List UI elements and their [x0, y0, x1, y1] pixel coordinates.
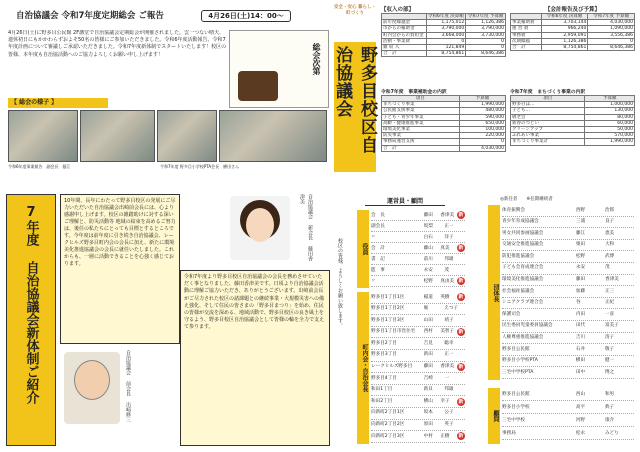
list-cell: 邦雄 — [444, 256, 454, 262]
officers-side: 役員 — [357, 210, 369, 288]
list-cell: 公子 — [444, 410, 454, 416]
table-cell: 市からの補助金 — [382, 26, 427, 32]
list-cell: 松野 — [423, 278, 433, 284]
list-cell: 吉崎 — [423, 375, 433, 381]
list-cell: 野多目4丁目 — [371, 375, 397, 381]
list-item — [371, 373, 465, 385]
list-item — [502, 263, 634, 275]
list-cell: 新貝 — [423, 387, 433, 393]
list-item — [502, 251, 634, 263]
table-cell: 590,000 — [459, 114, 505, 120]
list-cell: 西村 — [423, 329, 433, 335]
report-header — [6, 6, 296, 26]
list-cell: 加藤 — [575, 288, 586, 294]
list-cell: 大和 — [604, 242, 615, 248]
table-cell: 運 営 費 — [511, 26, 542, 32]
list-cell: 邦雄 — [444, 387, 454, 393]
new-badge: 新 — [458, 278, 464, 284]
plan1-table — [381, 95, 506, 152]
list-cell: 向新町2丁目1区 — [371, 410, 405, 416]
expense-table — [510, 13, 635, 51]
new-system-title: 7年度 自治協議会新体制ご紹介 — [23, 205, 39, 404]
table-cell: 0 — [426, 38, 466, 44]
list-item — [502, 367, 634, 379]
list-item — [502, 356, 634, 368]
table-cell: 0 — [466, 38, 506, 44]
list-cell: 康介 — [604, 417, 615, 423]
table-cell: 1,990,000 — [459, 102, 505, 108]
plan2-section — [510, 88, 635, 146]
table-cell: 野多目ほ… — [511, 102, 585, 108]
list-cell: 西山 — [575, 391, 586, 397]
list-cell: 〃 — [371, 278, 376, 284]
table-cell: 防災事業 — [382, 133, 460, 139]
list-cell: 三浦 — [575, 219, 586, 225]
list-cell: 原田 — [423, 422, 433, 428]
table-cell: 1,126,386 — [466, 20, 506, 26]
table-cell: 町内会からの負担金 — [382, 32, 427, 38]
table-cell: 50,000 — [585, 127, 635, 133]
greeting-mid: 校区の皆様、よろしくお願い致します。 — [337, 238, 343, 328]
meeting-photo-4 — [219, 110, 327, 162]
list-cell: 正樹 — [440, 433, 450, 439]
list-cell: 治郎 — [604, 207, 615, 213]
list-cell: 中村 — [423, 433, 433, 439]
table-cell: まちづくり事業計 — [511, 139, 585, 145]
list-cell: 男女共同参画協議会 — [502, 230, 544, 236]
table-header: 項目 — [511, 96, 585, 102]
list-item — [371, 396, 465, 408]
table-cell: 966,240 — [541, 26, 588, 32]
new-badge: 新 — [458, 433, 464, 440]
list-cell: 堀 — [423, 306, 429, 312]
list-item — [371, 408, 465, 420]
list-cell: 会 計 — [371, 245, 385, 251]
list-item — [502, 286, 634, 298]
new-badge: 新 — [458, 294, 464, 301]
list-cell: 防犯推進協議会 — [502, 253, 535, 259]
groups-header: ◎新任者 ※任期継続者 — [500, 197, 553, 202]
list-cell: 向新町2丁目3区 — [371, 433, 405, 439]
table-cell: 活動・事業費 — [382, 38, 427, 44]
list-item — [502, 240, 634, 252]
meeting-photo-1 — [8, 110, 78, 162]
agenda-label: 総会次第 — [312, 43, 321, 75]
table-cell: 事務費 — [511, 32, 542, 38]
greeting-bottom: 令和7年度より野多目校区自治協議会の会長を務めさせていただく事となりました、藤田香津美です。日頃より自治協議会活動に理解ご協力いただき、ありがとうございます。出崎前会長がご尽力された校区の諸課題との継続事業・大規模災害への備え強化、そして住民の皆さまの「野多目まつり」を始め、住民の皆様が交流を深める、地域活動で、野多目校区の良き風土を守るよう、野多目校区自治協議会として皆様の輪を全力で支えて参ります。 — [180, 270, 330, 446]
table-cell: 雑 収 入 — [382, 45, 427, 51]
list-cell: 栗田 — [575, 242, 586, 248]
table-cell: 3,703,144 — [541, 20, 588, 26]
list-cell: 会 長 — [371, 212, 385, 218]
list-cell: 人権尊重推進協議会 — [502, 335, 544, 341]
table-header: 令和6年度 決算額 — [541, 14, 588, 20]
list-item — [371, 350, 465, 362]
list-item — [371, 210, 465, 221]
plan1-section — [381, 88, 506, 152]
officers-list — [371, 210, 465, 287]
table-cell: 事務局運営支援 — [382, 139, 460, 145]
table-cell: 8,646,386 — [466, 51, 506, 57]
list-cell: 坂本 — [423, 410, 433, 416]
list-cell: 吉川 — [575, 335, 586, 341]
table-cell: 1,175,012 — [426, 20, 466, 26]
list-cell: 正一 — [444, 223, 454, 229]
face-icon — [74, 360, 110, 400]
list-cell: 恵美 — [604, 230, 615, 236]
summary-label: 【 総会の様子 】 — [8, 98, 108, 108]
list-cell: 野多目1丁目2区 — [371, 306, 405, 312]
list-cell: 永安 — [575, 265, 586, 271]
list-cell: 聡幸 — [444, 340, 454, 346]
list-item — [371, 420, 465, 432]
list-cell: 藤田 — [423, 212, 433, 218]
list-cell: 坂梨 — [423, 223, 433, 229]
list-cell: 副会長 — [371, 223, 385, 229]
table-cell: 121,849 — [426, 45, 466, 51]
list-cell: 靖子 — [444, 317, 454, 323]
table-cell: 3,730,000 — [466, 32, 506, 38]
new-badge: 新 — [458, 363, 464, 370]
table-header: 予算額 — [585, 96, 635, 102]
header-title: 自治協議会 令和7年度定期総会 ご報告 — [16, 11, 164, 21]
list-cell: 環境美化推進協議会 — [502, 277, 544, 283]
table-cell: 合 計 — [382, 145, 460, 151]
list-item — [371, 431, 465, 443]
table-cell: 子ども・青少年事業 — [382, 114, 460, 120]
table-row — [382, 20, 506, 26]
list-cell: 西野 — [575, 207, 586, 213]
list-cell: 茂 — [444, 267, 449, 273]
list-cell: 体育振興会 — [502, 207, 525, 213]
list-cell: 敬子 — [604, 346, 615, 352]
list-cell: 河野 — [575, 417, 586, 423]
meeting-photo-2 — [80, 110, 155, 162]
table-cell: 480,000 — [459, 108, 505, 114]
plan1-title: 令和7年度 事業補助金の内訳 — [381, 90, 447, 95]
list-cell: 子ども会育成連合会 — [502, 265, 544, 271]
list-cell: 野多目1丁目市営住宅 — [371, 329, 416, 335]
new-badge: 新 — [458, 245, 464, 251]
table-cell: 1,090,000 — [588, 26, 635, 32]
list-cell: 清子 — [604, 335, 615, 341]
table-cell: 100,000 — [459, 127, 505, 133]
list-cell: 一 — [444, 375, 449, 381]
list-cell: 真由美 — [440, 278, 455, 284]
list-cell: 富美子 — [604, 323, 619, 329]
former-chair-caption: 自治協議会 前会長 出崎修三 — [125, 350, 131, 422]
agenda-photo — [229, 30, 329, 108]
portrait-face-icon — [246, 208, 274, 242]
list-cell: 正一 — [444, 352, 454, 358]
list-item — [371, 265, 465, 276]
list-cell: 書 記 — [371, 256, 385, 262]
new-badge: 新 — [458, 329, 464, 336]
list-cell: 香津美 — [440, 364, 455, 370]
intro-paragraph: 4月26日(土)に野多目公民館 2F講堂で自治協議会定期総会が開催されました。雲一つない晴天、連休初日にもかかわらずおよそ50名の皆様にご参加いただきました。令和6年度活動報告、令和7年度計画について審議しご承認いただきました。令和7年度新体制でスタートいたします！校区の皆様、本年度も自治協活動へのご協力よろしくお願い申し上げます！ — [8, 30, 227, 58]
list-cell: 新田 — [423, 352, 433, 358]
list-cell: 和男 — [604, 391, 615, 397]
list-item — [371, 385, 465, 397]
table-header: 令和6年度 決算額 — [427, 14, 464, 19]
list-item — [502, 427, 634, 440]
table-row — [511, 20, 635, 26]
list-cell: 幸子 — [440, 398, 450, 404]
table-cell: クリーンアップ — [511, 127, 585, 133]
table-cell: 3,790,000 — [426, 26, 466, 32]
list-item — [371, 315, 465, 327]
list-cell: 美智子 — [440, 329, 455, 335]
list-cell: 社会福祉協議会 — [502, 288, 535, 294]
list-item — [371, 276, 465, 287]
table-cell: 4,030,000 — [459, 145, 505, 151]
new-badge: 新 — [458, 398, 464, 405]
income-table — [381, 13, 506, 57]
list-cell: 三宅中学校PTA — [502, 369, 534, 375]
list-item — [371, 327, 465, 339]
table-cell: 合 計 — [382, 51, 427, 57]
list-cell: 〃 — [371, 234, 376, 240]
list-item — [371, 338, 465, 350]
list-item — [371, 362, 465, 374]
list-item — [371, 232, 465, 243]
list-cell: 英子 — [444, 422, 454, 428]
gavel-icon — [238, 71, 278, 101]
table-cell: 高齢・健康推進事業 — [382, 120, 460, 126]
list-cell: 正紀 — [604, 300, 615, 306]
list-cell: 前川 — [423, 256, 433, 262]
list-item — [502, 217, 634, 229]
list-cell: えつ子 — [444, 306, 459, 312]
table-cell: 8,646,386 — [588, 45, 635, 51]
list-cell: 稲道 — [423, 294, 433, 300]
photo-caption-left: 令和6年度事業報告 副会長 藤江 — [8, 164, 71, 169]
list-cell: 洋子 — [444, 234, 454, 240]
list-cell: 青少年育成協議会 — [502, 219, 539, 225]
expense-title: 【会計報告及び予算】 — [544, 7, 600, 13]
table-cell: 4,030,000 — [588, 20, 635, 26]
table-cell: 次期繰越 — [511, 38, 542, 44]
income-section — [381, 5, 506, 57]
table-cell: 敬老会 — [511, 114, 585, 120]
list-item — [371, 304, 465, 316]
list-item — [502, 298, 634, 310]
table-cell: ふれあい事業 — [511, 133, 585, 139]
list-item — [371, 254, 465, 265]
list-cell: 博之 — [604, 369, 615, 375]
list-item — [502, 344, 634, 356]
table-row — [382, 145, 506, 151]
list-cell: 横山 — [423, 398, 433, 404]
list-item — [502, 321, 634, 333]
list-cell: 香津美 — [440, 212, 455, 218]
table-cell: 3,790,000 — [466, 26, 506, 32]
advisors-list — [502, 388, 634, 440]
plan2-title: 令和7年度 まちづくり事業の内訳 — [510, 90, 586, 95]
table-cell: 新春のつどい — [511, 120, 585, 126]
list-cell: レークヒルズ野多目 — [371, 364, 413, 370]
meeting-photo-3 — [157, 110, 217, 162]
list-cell: 良子 — [604, 219, 615, 225]
table-header: 令和7年度 予算額 — [467, 14, 504, 19]
table-cell: まちづくり事業 — [382, 102, 460, 108]
list-cell: 白石 — [423, 234, 433, 240]
greeting-top: 10年間、長年にわたって野多目校区の発展にご尽力いただいた自治協議会出崎前会長には、心より感謝申し上げます。校区の雑踏助けに対する深いご理解と、防災活動等 地域の結束を高めるご努力は、後任の私たちにとっても目標とするところです。今年度は前年度に引き続き自治協議会、レークヒルズ野多目町内会の会長に加え、新たに環境美化推進協議会の会長に就任いたしました。これからも、一層に活動できることを心強く感じております。 — [60, 194, 180, 344]
list-cell: 三宅中学校 — [502, 417, 525, 423]
list-item — [371, 243, 465, 254]
list-item — [502, 333, 634, 345]
table-row — [511, 45, 635, 51]
groups-side: 団体長 — [488, 205, 500, 380]
list-cell: 吉見 — [423, 340, 433, 346]
list-cell: 向新町2丁目2区 — [371, 422, 405, 428]
list-item — [371, 292, 465, 304]
list-cell: 野多目公民館 — [502, 346, 530, 352]
list-item — [502, 401, 634, 414]
list-cell: 保護司会 — [502, 311, 521, 317]
list-cell: 野多目3丁目 — [371, 352, 397, 358]
date-pill: 4月26日(土)14：00～ — [201, 10, 291, 22]
list-cell: 松永 — [575, 430, 586, 436]
table-cell: 子ども… — [511, 108, 585, 114]
new-chair-portrait — [230, 196, 290, 260]
table-cell: 220,000 — [459, 133, 505, 139]
list-item — [502, 228, 634, 240]
groups-list — [502, 205, 634, 379]
table-cell: 80,000 — [585, 114, 635, 120]
list-cell: 茂 — [604, 265, 610, 271]
table-cell: 8,754,861 — [541, 45, 588, 51]
table-cell: 3,668,000 — [426, 32, 466, 38]
list-cell: 横田 — [575, 358, 586, 364]
income-title: 【収入の部】 — [381, 7, 415, 13]
list-cell: 藤山 — [423, 245, 433, 251]
list-item — [502, 388, 634, 401]
list-cell: 野多目小学校PTA — [502, 358, 538, 364]
list-cell: 民生委員児童委員協議会 — [502, 323, 553, 329]
list-cell: 野多目小学校 — [502, 404, 530, 410]
table-cell: 8,754,861 — [426, 51, 466, 57]
list-cell: 野多目2丁目 — [371, 340, 397, 346]
table-cell: 1,990,000 — [585, 139, 635, 145]
list-cell: シニアクラブ連合会 — [502, 300, 544, 306]
table-cell: 1,000,000 — [585, 102, 635, 108]
list-cell: 武博 — [604, 253, 615, 259]
list-item — [371, 221, 465, 232]
table-row — [382, 26, 506, 32]
list-cell: 和田1丁目 — [371, 387, 393, 393]
table-cell: 650,000 — [459, 120, 505, 126]
masthead: 野多目校区自治協議会 — [334, 42, 376, 172]
table-cell: 3,556,386 — [588, 32, 635, 38]
chairs-list — [371, 292, 465, 443]
list-cell: 谷 — [575, 300, 581, 306]
list-cell: 交通安全推進協議会 — [502, 242, 544, 248]
list-cell: 田代 — [575, 323, 586, 329]
advisors-side: 顧問 — [488, 388, 500, 444]
list-cell: 真美 — [440, 245, 450, 251]
officers-title: 運営員・顧問 — [365, 196, 445, 206]
list-cell: みどり — [604, 430, 619, 436]
list-cell: 英樹 — [440, 294, 450, 300]
table-cell: 130,000 — [585, 108, 635, 114]
list-cell: 田中 — [575, 369, 586, 375]
list-cell: 監 事 — [371, 267, 385, 273]
chairs-side: 町内会・自治会長 — [357, 292, 369, 444]
table-cell: 2,959,091 — [541, 32, 588, 38]
expense-section — [510, 5, 635, 51]
list-item — [502, 309, 634, 321]
list-cell: 藤田 — [575, 277, 586, 283]
new-system-banner — [6, 194, 56, 446]
table-header: 項目 — [382, 96, 460, 102]
list-cell: 和田2丁目 — [371, 398, 393, 404]
list-cell: 藤田 — [423, 364, 433, 370]
table-row — [511, 139, 635, 145]
list-cell: 藤江 — [575, 230, 586, 236]
list-cell: 健一 — [604, 358, 615, 364]
list-cell: 永安 — [423, 267, 433, 273]
photo-caption-right: 令和7年度 野多目小学校PTA会長 横田さん — [160, 164, 240, 169]
list-cell: 一彦 — [604, 311, 615, 317]
mascot-logo: 安全・安心 暮らし・町づくり — [333, 5, 377, 16]
new-chair-caption: 自治協議会 新会長 藤田香津美 — [299, 194, 313, 261]
list-cell: 典子 — [604, 404, 615, 410]
table-cell: 環境美化事業 — [382, 127, 460, 133]
list-cell: 山田 — [423, 317, 433, 323]
list-cell: 事務局 — [502, 430, 516, 436]
list-cell: 野多目1丁目1区 — [371, 294, 405, 300]
list-cell: 野多目1丁目3区 — [371, 317, 405, 323]
table-cell: 公民館支援事業 — [382, 108, 460, 114]
table-header: 予算額 — [459, 96, 505, 102]
table-cell: 合 計 — [511, 45, 542, 51]
list-item — [502, 275, 634, 287]
list-cell: 香津美 — [604, 277, 619, 283]
table-cell: 前年度繰越金 — [382, 20, 427, 26]
table-cell: 60,000 — [585, 120, 635, 126]
table-cell: 0 — [588, 38, 635, 44]
former-chair-photo — [64, 352, 120, 424]
table-cell: 0 — [466, 45, 506, 51]
table-cell: 570,000 — [585, 133, 635, 139]
list-cell: 内田 — [575, 311, 586, 317]
list-item — [502, 205, 634, 217]
table-row — [382, 51, 506, 57]
table-cell: 事業補助費 — [511, 20, 542, 26]
list-cell: 高平 — [575, 404, 586, 410]
table-cell: 1,126,386 — [541, 38, 588, 44]
list-cell: 正三 — [604, 288, 615, 294]
list-cell: 松野 — [575, 253, 586, 259]
table-cell: 0 — [459, 139, 505, 145]
table-row — [382, 32, 506, 38]
plan2-table — [510, 95, 635, 146]
new-badge: 新 — [458, 212, 464, 218]
list-item — [502, 414, 634, 427]
table-header: 令和7年度 予算額 — [588, 14, 635, 20]
list-cell: 石井 — [575, 346, 586, 352]
list-cell: 野多目公民館 — [502, 391, 530, 397]
